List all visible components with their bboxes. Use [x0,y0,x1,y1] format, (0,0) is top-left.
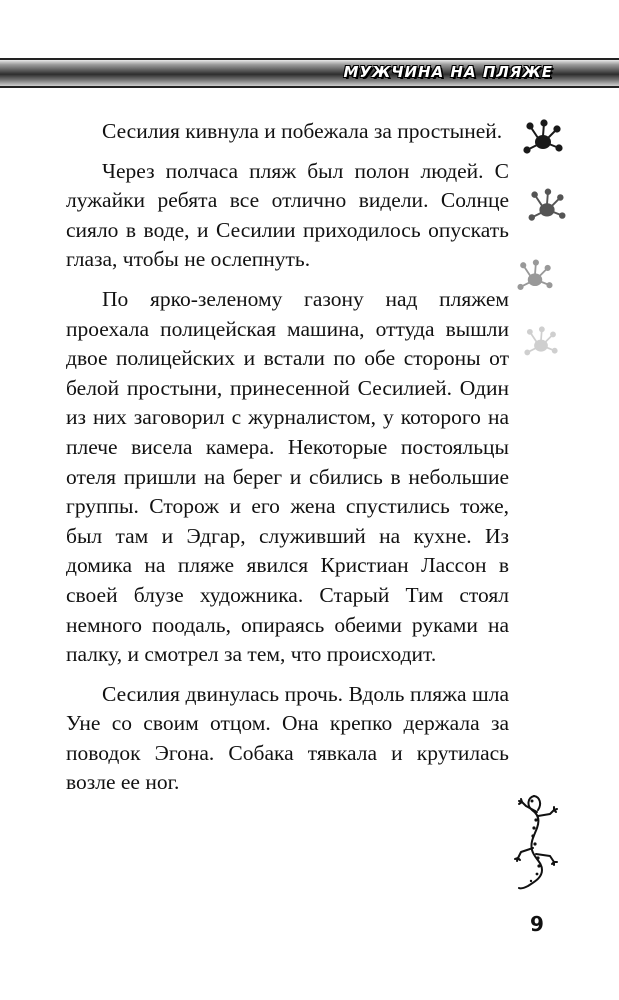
running-header-bar [0,58,619,88]
paragraph: По ярко-зеленому газону над пляжем проехала полицейская машина, оттуда вышли двое полицейских и встали по обе стороны от белой простыни, принесенной Сесилией. Один из них заговорил с журналистом, у которого на плече висела камера. Некоторые постояльцы отеля пришли на берег и сбились в небольшие группы. Сторож и его жена спустились тоже, был там и Эдгар, служивший на кухне. Из домика на пляже явился Кристиан Лассон в своей блузе художника. Старый Тим стоял немного поодаль, опираясь обеими руками на палку, и смотрел за тем, что происходит. [66,286,509,667]
running-header-title: МУЖЧИНА НА ПЛЯЖЕ [343,63,553,81]
lizard-footprint-icon [523,325,559,361]
body-text [66,117,509,808]
lizard-footprint-icon [516,258,554,296]
lizard-footprint-icon [527,187,567,227]
paragraph: Сесилия двинулась прочь. Вдоль пляжа шла Уне со своим отцом. Она крепко держала за поводок Эгона. Собака тявкала и крутилась возле ее ног. [66,681,509,795]
lizard-footprint-icon [522,118,564,160]
paragraph: Сесилия кивнула и побежала за простыней. [102,119,503,143]
lizard-icon [512,792,560,892]
paragraph: Через полчаса пляж был полон людей. С лужайки ребята все отлично видели. Солнце сияло в воде, и Сесилии приходилось опускать глаза, чтобы не ослепнуть. [66,158,509,272]
page-number: 9 [530,912,544,936]
